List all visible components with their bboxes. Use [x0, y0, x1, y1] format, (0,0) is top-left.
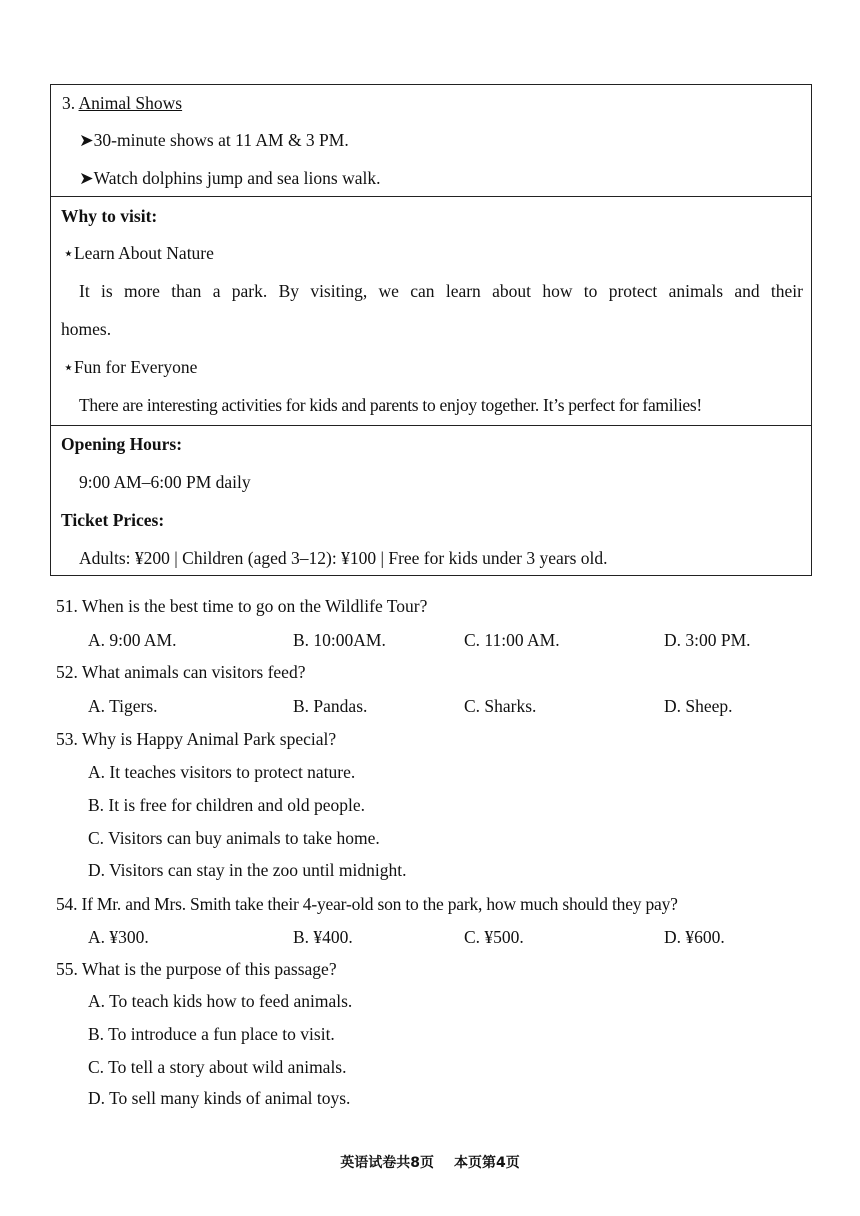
- animal-shows-heading: [62, 93, 182, 114]
- question-51-stem: 51. When is the best time to go on the Wildlife Tour?: [56, 596, 428, 616]
- learn-about-nature-text-1: It is more than a park. By visiting, we can learn about how to protect animals and their: [79, 281, 803, 301]
- fun-for-everyone-text: There are interesting activities for kids and parents to enjoy together. It’s perfect for families!: [79, 395, 702, 415]
- page-footer: [0, 1152, 860, 1172]
- question-54-option-a[interactable]: A. ¥300.: [88, 927, 149, 947]
- question-54-option-b[interactable]: B. ¥400.: [293, 927, 353, 947]
- animal-shows-section: [51, 85, 811, 197]
- question-52-option-c[interactable]: C. Sharks.: [464, 696, 537, 716]
- heading-text: Animal Shows: [78, 93, 183, 113]
- question-55-option-d[interactable]: D. To sell many kinds of animal toys.: [88, 1088, 351, 1108]
- opening-hours-heading: Opening Hours:: [61, 434, 183, 454]
- question-53-option-b[interactable]: B. It is free for children and old people.: [88, 795, 365, 815]
- footer-current-page: 本页第4页: [454, 1155, 520, 1171]
- question-55-option-a[interactable]: A. To teach kids how to feed animals.: [88, 991, 353, 1011]
- info-box: [50, 84, 812, 576]
- question-53-stem: 53. Why is Happy Animal Park special?: [56, 729, 337, 749]
- question-53-option-a[interactable]: A. It teaches visitors to protect nature.: [88, 762, 356, 782]
- why-heading: Why to visit:: [61, 206, 158, 226]
- fun-for-everyone-title: ⋆Fun for Everyone: [63, 357, 198, 377]
- shows-bullet-1: ➤30-minute shows at 11 AM & 3 PM.: [79, 130, 349, 150]
- shows-bullet-2: ➤Watch dolphins jump and sea lions walk.: [79, 168, 381, 188]
- question-52-stem: 52. What animals can visitors feed?: [56, 662, 306, 682]
- why-to-visit-section: [51, 196, 811, 426]
- question-51-option-d[interactable]: D. 3:00 PM.: [664, 630, 751, 650]
- question-51-option-c[interactable]: C. 11:00 AM.: [464, 630, 560, 650]
- question-51-option-a[interactable]: A. 9:00 AM.: [88, 630, 177, 650]
- question-53-option-c[interactable]: C. Visitors can buy animals to take home.: [88, 828, 380, 848]
- question-55-option-b[interactable]: B. To introduce a fun place to visit.: [88, 1024, 335, 1044]
- opening-hours-value: 9:00 AM–6:00 PM daily: [79, 472, 251, 492]
- question-53-option-d[interactable]: D. Visitors can stay in the zoo until midnight.: [88, 860, 407, 880]
- question-51-option-b[interactable]: B. 10:00AM.: [293, 630, 386, 650]
- question-52-option-b[interactable]: B. Pandas.: [293, 696, 368, 716]
- question-54-option-c[interactable]: C. ¥500.: [464, 927, 524, 947]
- hours-prices-section: [51, 425, 811, 575]
- question-52-option-a[interactable]: A. Tigers.: [88, 696, 158, 716]
- learn-about-nature-text-2: homes.: [61, 319, 112, 339]
- question-55-stem: 55. What is the purpose of this passage?: [56, 959, 337, 979]
- ticket-prices-heading: Ticket Prices:: [61, 510, 165, 530]
- question-54-stem: 54. If Mr. and Mrs. Smith take their 4-year-old son to the park, how much should they pay?: [56, 894, 678, 914]
- learn-about-nature-title: ⋆Learn About Nature: [63, 243, 214, 263]
- question-54-option-d[interactable]: D. ¥600.: [664, 927, 725, 947]
- question-55-option-c[interactable]: C. To tell a story about wild animals.: [88, 1057, 347, 1077]
- heading-number: 3.: [62, 93, 76, 113]
- footer-total-pages: 英语试卷共8页: [340, 1155, 434, 1171]
- question-52-option-d[interactable]: D. Sheep.: [664, 696, 733, 716]
- ticket-prices-value: Adults: ¥200 | Children (aged 3–12): ¥100 | Free for kids under 3 years old.: [79, 548, 608, 568]
